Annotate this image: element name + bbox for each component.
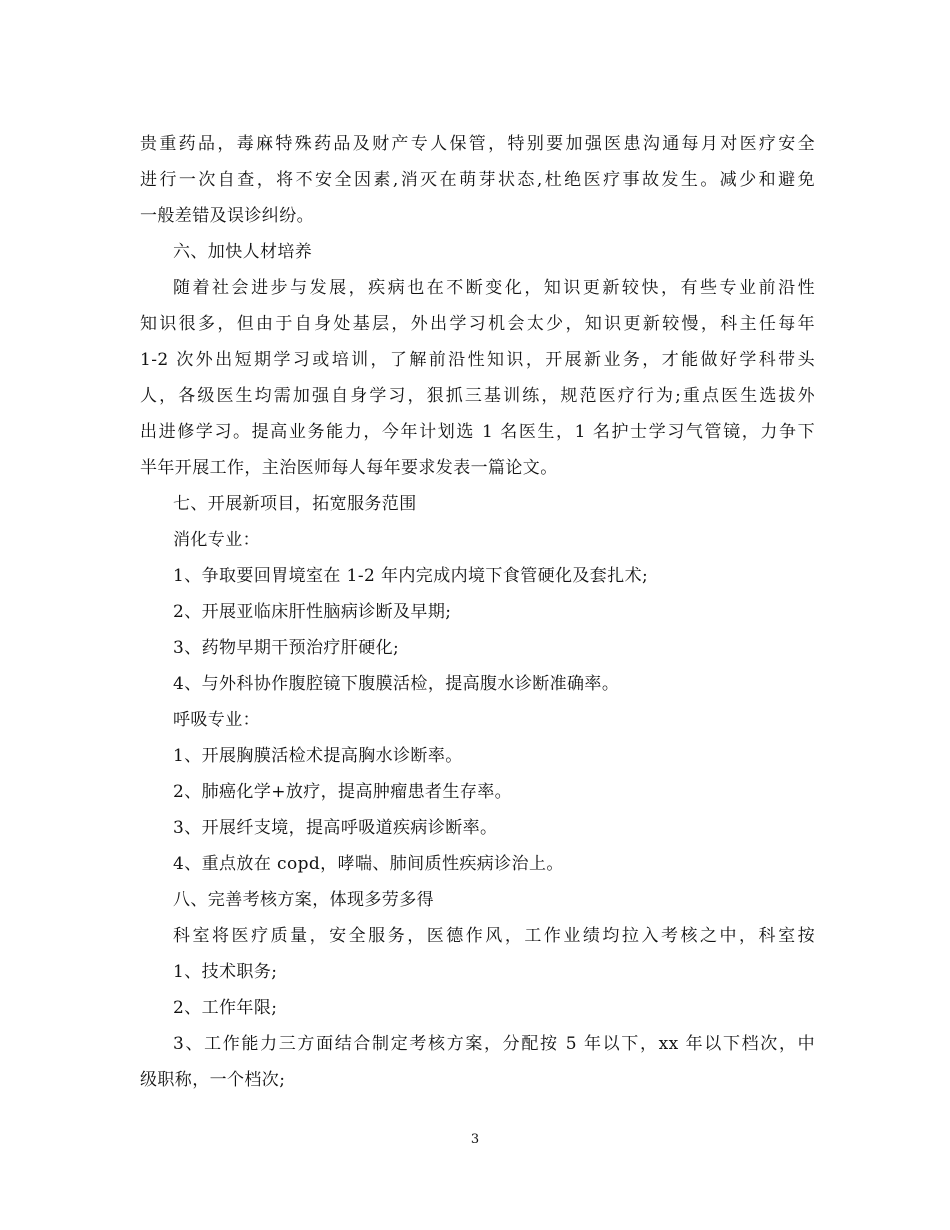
paragraph-line: 一般差错及误诊纠纷。: [140, 206, 314, 226]
section-heading: 六、加快人材培养: [173, 242, 313, 262]
paragraph-line: 科室将医疗质量，安全服务，医德作风，工作业绩均拉入考核之中，科室按: [173, 926, 815, 946]
paragraph-line: 出进修学习。提高业务能力，今年计划选 1 名医生，1 名护士学习气管镜，力争下: [140, 422, 815, 442]
list-item: 4、重点放在 copd，哮喘、肺间质性疾病诊治上。: [173, 854, 564, 874]
paragraph-line: 随着社会进步与发展，疾病也在不断变化，知识更新较快，有些专业前沿性: [173, 278, 815, 298]
list-item: 1、争取要回胃境室在 1-2 年内完成内境下食管硬化及套扎术;: [173, 566, 649, 586]
list-item: 3、药物早期干预治疗肝硬化;: [173, 638, 400, 658]
list-item: 3、工作能力三方面结合制定考核方案，分配按 5 年以下，xx 年以下档次，中: [173, 1034, 815, 1054]
paragraph-line: 半年开展工作，主治医师每人每年要求发表一篇论文。: [140, 458, 558, 478]
paragraph-line: 1-2 次外出短期学习或培训，了解前沿性知识，开展新业务，才能做好学科带头: [140, 350, 815, 370]
list-item: 4、与外科协作腹腔镜下腹膜活检，提高腹水诊断准确率。: [173, 674, 620, 694]
paragraph-line: 进行一次自查，将不安全因素,消灭在萌芽状态,杜绝医疗事故发生。减少和避免: [140, 170, 815, 190]
list-item: 2、工作年限;: [173, 998, 278, 1018]
document-body: [140, 126, 815, 1098]
page-number: 3: [470, 1132, 480, 1147]
list-item: 1、技术职务;: [173, 962, 278, 982]
paragraph-line: 人，各级医生均需加强自身学习，狠抓三基训练，规范医疗行为;重点医生选拔外: [140, 386, 815, 406]
list-item: 2、开展亚临床肝性脑病诊断及早期;: [173, 602, 452, 622]
list-item: 3、开展纤支境，提高呼吸道疾病诊断率。: [173, 818, 498, 838]
subsection-heading: 消化专业：: [173, 530, 260, 550]
section-heading: 八、完善考核方案，体现多劳多得: [173, 890, 434, 910]
list-item: 2、肺癌化学+放疗，提高肿瘤患者生存率。: [173, 782, 513, 802]
paragraph-line: 贵重药品，毒麻特殊药品及财产专人保管，特别要加强医患沟通每月对医疗安全: [140, 134, 815, 154]
subsection-heading: 呼吸专业：: [173, 710, 260, 730]
section-heading: 七、开展新项目，拓宽服务范围: [173, 494, 417, 514]
paragraph-line: 知识很多，但由于自身处基层，外出学习机会太少，知识更新较慢，科主任每年: [140, 314, 815, 334]
list-item: 1、开展胸膜活检术提高胸水诊断率。: [173, 746, 463, 766]
paragraph-line: 级职称，一个档次;: [140, 1070, 286, 1090]
